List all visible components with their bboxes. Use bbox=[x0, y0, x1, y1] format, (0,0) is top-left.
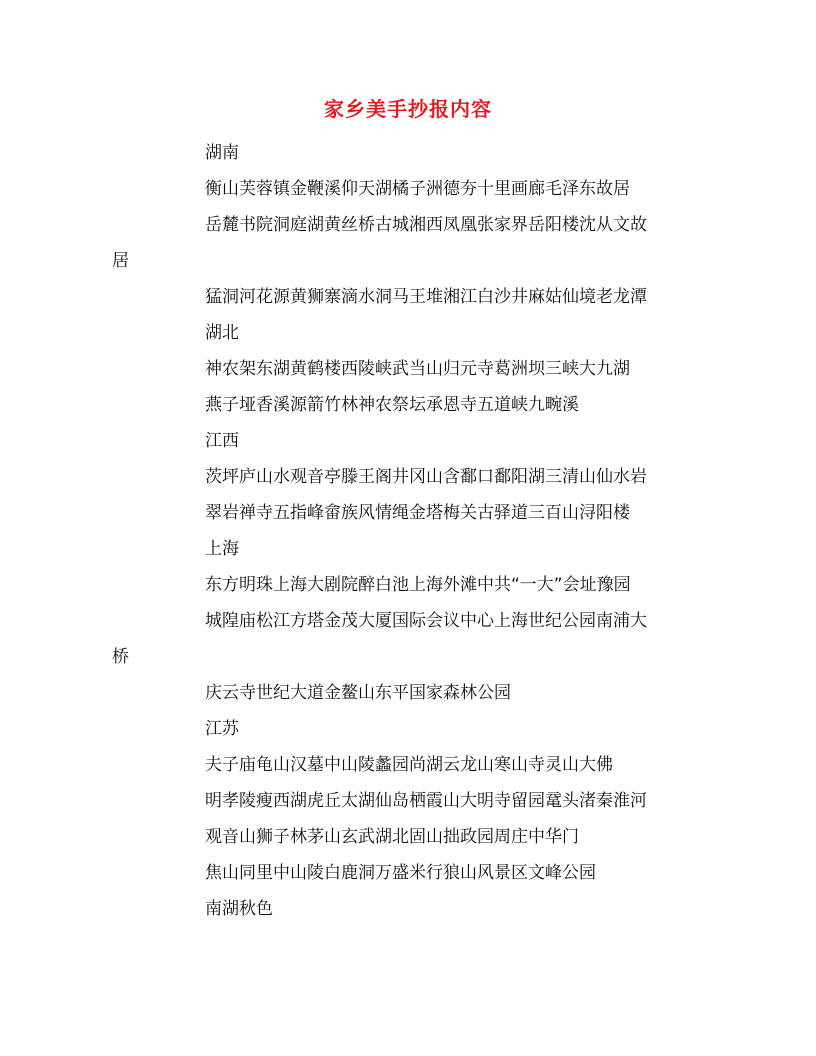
text-line: 庆云寺世纪大道金鳌山东平国家森林公园 bbox=[205, 683, 511, 703]
text-line: 神农架东湖黄鹤楼西陵峡武当山归元寺葛洲坝三峡大九湖 bbox=[205, 359, 630, 379]
text-line: 上海 bbox=[205, 539, 239, 559]
text-line: 江苏 bbox=[205, 719, 239, 739]
text-line: 茨坪庐山水观音亭滕王阁井冈山含鄱口鄱阳湖三清山仙水岩 bbox=[205, 467, 647, 487]
text-line: 夫子庙龟山汉墓中山陵蠡园尚湖云龙山寒山寺灵山大佛 bbox=[205, 755, 613, 775]
text-line: 湖南 bbox=[205, 143, 239, 163]
text-line: 南湖秋色 bbox=[205, 899, 273, 919]
text-line: 岳麓书院洞庭湖黄丝桥古城湘西凤凰张家界岳阳楼沈从文故 bbox=[205, 215, 647, 235]
text-line: 燕子垭香溪源箭竹林神农祭坛承恩寺五道峡九畹溪 bbox=[205, 395, 579, 415]
text-line: 衡山芙蓉镇金鞭溪仰天湖橘子洲德夯十里画廊毛泽东故居 bbox=[205, 179, 630, 199]
document-body bbox=[112, 135, 692, 927]
text-line: 猛洞河花源黄狮寨滴水洞马王堆湘江白沙井麻姑仙境老龙潭 bbox=[205, 287, 647, 307]
document-title: 家乡美手抄报内容 bbox=[324, 97, 492, 121]
text-line: 城隍庙松江方塔金茂大厦国际会议中心上海世纪公园南浦大 bbox=[205, 611, 647, 631]
text-line: 湖北 bbox=[205, 323, 239, 343]
text-line: 桥 bbox=[112, 647, 129, 667]
text-line: 明孝陵瘦西湖虎丘太湖仙岛栖霞山大明寺留园鼋头渚秦淮河 bbox=[205, 791, 647, 811]
text-line: 焦山同里中山陵白鹿洞万盛米行狼山风景区文峰公园 bbox=[205, 863, 596, 883]
text-line: 居 bbox=[112, 251, 129, 271]
text-line: 江西 bbox=[205, 431, 239, 451]
text-line: 翠岩禅寺五指峰畲族风情绳金塔梅关古驿道三百山浔阳楼 bbox=[205, 503, 630, 523]
text-line: 东方明珠上海大剧院醉白池上海外滩中共“一大”会址豫园 bbox=[205, 575, 631, 595]
text-line: 观音山狮子林茅山玄武湖北固山拙政园周庄中华门 bbox=[205, 827, 579, 847]
